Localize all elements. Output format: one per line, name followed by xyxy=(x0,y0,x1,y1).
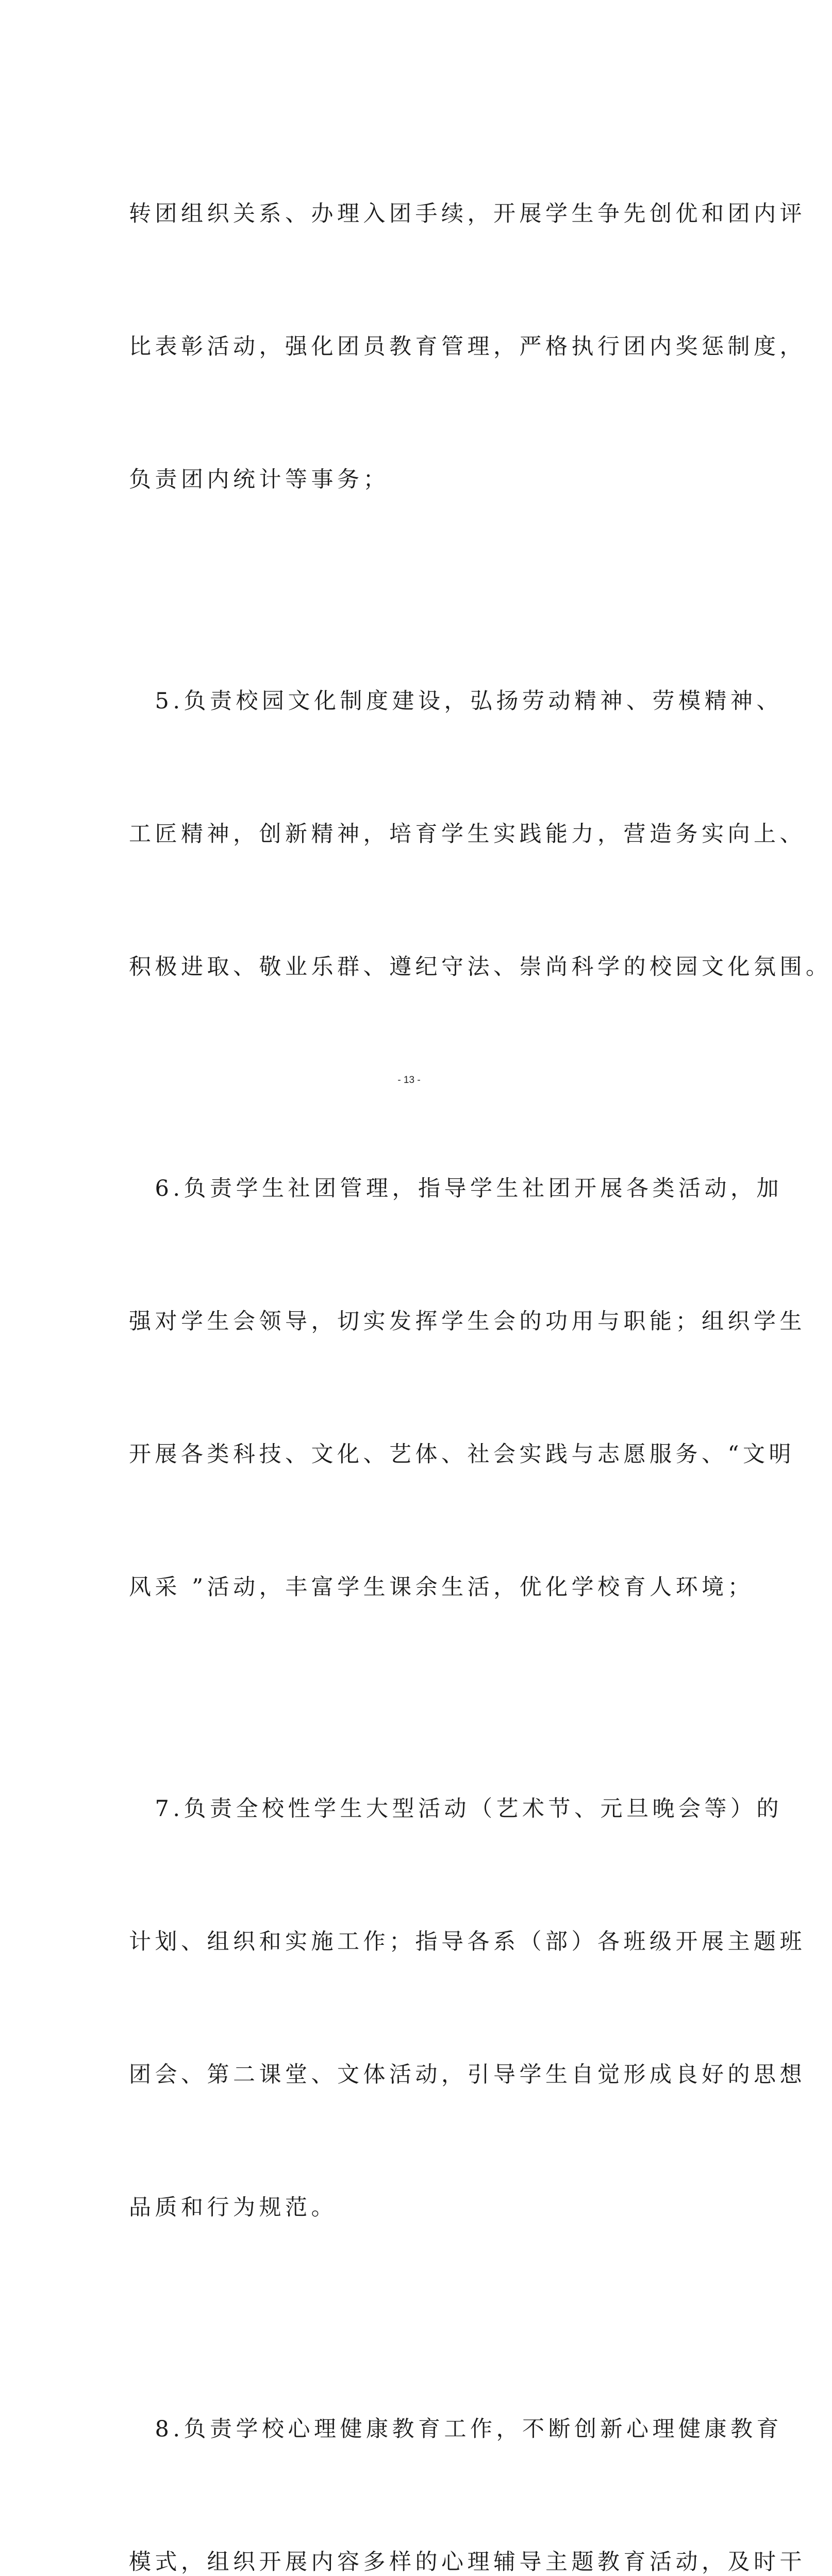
page-number: - 13 - xyxy=(397,1075,421,1086)
text-line: 负责团内统计等事务； xyxy=(129,467,389,493)
text-line: 积极进取、敬业乐群、遵纪守法、崇尚科学的校园文化氛围。 xyxy=(129,954,832,980)
paragraph-item-8 xyxy=(129,2318,806,2576)
paragraph-continuation xyxy=(129,103,806,590)
text-line: 转团组织关系、办理入团手续，开展学生争先创优和团内评 xyxy=(129,201,806,227)
text-line: 计划、组织和实施工作；指导各系（部）各班级开展主题班 xyxy=(129,1929,806,1955)
text-line: 品质和行为规范。 xyxy=(129,2195,337,2221)
text-line: 开展各类科技、文化、艺体、社会实践与志愿服务、“文明 xyxy=(129,1442,795,1467)
text-line: 风采 ”活动，丰富学生课余生活，优化学校育人环境； xyxy=(129,1574,754,1600)
text-line: 比表彰活动，强化团员教育管理，严格执行团内奖惩制度， xyxy=(129,334,806,360)
text-line: 5.负责校园文化制度建设，弘扬劳动精神、劳模精神、 xyxy=(129,688,783,714)
text-line: 模式，组织开展内容多样的心理辅导主题教育活动，及时干 xyxy=(129,2549,806,2575)
text-line: 团会、第二课堂、文体活动，引导学生自觉形成良好的思想 xyxy=(129,2062,806,2088)
text-line: 强对学生会领导，切实发挥学生会的功用与职能；组织学生 xyxy=(129,1309,806,1334)
text-line: 工匠精神，创新精神，培育学生实践能力，营造务实向上、 xyxy=(129,821,806,847)
text-line: 8.负责学校心理健康教育工作，不断创新心理健康教育 xyxy=(129,2416,783,2442)
text-line: 7.负责全校性学生大型活动（艺术节、元旦晚会等）的 xyxy=(129,1796,783,1822)
paragraph-item-7 xyxy=(129,1698,806,2318)
document-body xyxy=(129,103,832,2576)
text-line: 6.负责学生社团管理，指导学生社团开展各类活动，加 xyxy=(129,1176,783,1201)
paragraph-item-5 xyxy=(129,590,832,1078)
paragraph-item-6 xyxy=(129,1078,806,1698)
